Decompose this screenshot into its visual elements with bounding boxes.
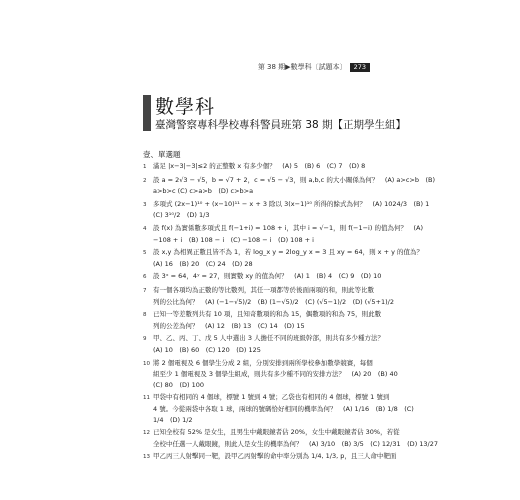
question-text-line <box>143 321 390 332</box>
question-item <box>143 333 390 355</box>
question-text-line <box>143 247 424 259</box>
question-text: −108 + i (B) 108 − i (C) −108 − i (D) 108 + i <box>153 235 314 244</box>
question-text-line <box>143 199 430 211</box>
question-number: 9 <box>143 336 147 343</box>
page-subtitle: 臺灣警察專科學校專科警員班第 38 期【正期學生組】 <box>155 119 407 131</box>
question-text-line <box>143 380 390 391</box>
question-text: (C) 80 (D) 100 <box>153 380 204 389</box>
question-number: 1 <box>143 164 147 170</box>
question-text: 設 a = 2√3 − √5，b = √7 + 2，c = √5 − √3，則 a,b,c 的大小關係為何？ (A) a>c>b (B) <box>153 175 436 184</box>
question-text: 有一個各項均為正數的等比數列，其任一項都等於後面兩項的和，則此等比數 <box>153 286 374 294</box>
question-text-line <box>143 223 423 235</box>
running-header <box>258 62 370 72</box>
page-number: 273 <box>350 63 370 72</box>
question-number: 5 <box>143 250 147 257</box>
section-heading: 壹、單選題 <box>143 150 181 159</box>
question-item <box>143 247 424 269</box>
question-text: 多項式 (2x−1)¹⁰ + (x−10)¹¹ − x + 3 除以 3(x−1)¹⁰ 所得的餘式為何？ (A) 1024/3 (B) 1 <box>153 199 430 208</box>
question-text: 設 f(x) 為實係數多項式且 f(−1+i) = 108 + i，其中 i = √−1，則 f(−1−i) 的值為何？ (A) <box>153 224 423 232</box>
question-item <box>143 392 414 425</box>
question-number: 11 <box>143 395 150 402</box>
question-text-line <box>143 392 390 404</box>
question-number: 3 <box>143 201 147 208</box>
question-item <box>143 271 390 283</box>
question-item <box>143 175 436 197</box>
question-text-line <box>143 427 400 439</box>
question-item <box>143 358 398 391</box>
question-text: a>b>c (C) c>a>b (D) c>b>a <box>153 187 254 196</box>
question-text-line <box>143 259 390 270</box>
question-text: 設 x,y 為相異正數且皆不為 1，若 log_x y = 2log_y x = 3 且 xy = 64，則 x + y 的值為？ <box>153 248 424 257</box>
question-text-line <box>143 186 390 197</box>
question-text-line <box>143 333 390 345</box>
question-text-line <box>143 271 390 283</box>
running-header-text: 第 38 期▶數學科〔試題本〕 <box>257 63 347 71</box>
question-number: 6 <box>143 274 147 281</box>
title-bar-decoration <box>143 95 151 131</box>
question-item <box>143 309 390 331</box>
question-text-line <box>143 345 390 356</box>
question-text: 4 號。今從兩袋中各取 1 球，兩球的號碼恰好相同的機率為何？ (A) 1/16 (B) 1/8 (C) <box>153 404 414 413</box>
question-text: 已知一等差數列共有 10 項，且知奇數項的和為 15，偶數項的和為 75，則此數 <box>153 310 382 319</box>
question-text: 設 3ˣ = 64，4ʸ = 27，則實數 xy 的值為何？ (A) 1 (B) 4 (C) 9 (D) 10 <box>153 272 382 281</box>
question-text: (A) 16 (B) 20 (C) 24 (D) 28 <box>153 259 253 268</box>
question-number: 12 <box>143 430 150 437</box>
question-text: (C) 3¹⁰/2 (D) 1/3 <box>153 211 210 220</box>
question-text: 已知全校有 52% 是女生，且男生中戴眼鏡者佔 20%，女生中戴眼鏡者佔 30%，若從 <box>153 428 400 437</box>
question-text-line <box>143 235 390 246</box>
question-text-line <box>143 210 390 221</box>
question-text-line <box>143 175 436 187</box>
question-text-line <box>143 161 390 173</box>
question-text: 列的公差為何？ (A) 12 (B) 13 (C) 14 (D) 15 <box>153 321 305 330</box>
question-number: 7 <box>143 288 147 294</box>
question-number: 10 <box>143 360 150 367</box>
question-number: 4 <box>143 226 147 232</box>
question-item <box>143 427 439 449</box>
question-number: 13 <box>143 454 150 461</box>
question-text-line <box>143 297 394 308</box>
question-item <box>143 199 430 221</box>
question-text: 甲乙丙三人射擊同一靶，設甲乙丙射擊的命中率分別為 1/4, 1/3, p，且三人命中靶面 <box>153 452 397 461</box>
question-text: 全校中任選一人戴眼鏡，則此人是女生的機率為何？ (A) 3/10 (B) 3/5 (C) 12/31 (D) 13/27 <box>153 439 439 448</box>
question-text-line <box>143 451 397 463</box>
question-text: 甲袋中有相同的 4 個球，標號 1 號到 4 號；乙袋也有相同的 4 個球，標號 1 號到 <box>153 393 390 402</box>
question-text-line <box>143 369 398 380</box>
question-text-line <box>143 415 390 426</box>
question-text-line <box>143 358 390 370</box>
question-text: (A) 10 (B) 60 (C) 120 (D) 125 <box>153 345 261 354</box>
question-item <box>143 161 390 173</box>
question-text: 列的公比為何？ (A) (−1−√5)/2 (B) (1−√5)/2 (C) (√5−1)/2 (D) (√5+1)/2 <box>153 297 394 306</box>
question-text-line <box>143 285 390 297</box>
question-text: 甲、乙、丙、丁、戊 5 人中選出 3 人擔任不同的班級幹部，則共有多少種方法？ <box>153 334 385 343</box>
question-number: 2 <box>143 177 147 184</box>
question-text: 將 2 個電視及 6 個學生分成 2 組，分別安排到兩所學校參加數學競賽，每個 <box>153 358 373 367</box>
question-text: 1/4 (D) 1/2 <box>153 415 193 424</box>
question-item <box>143 451 397 463</box>
page-title: 數學科 <box>155 96 216 118</box>
question-text: 組至少 1 個電視及 3 個學生組成，則共有多少種不同的安排方法？ (A) 20 (B) 40 <box>153 370 398 379</box>
question-text-line <box>143 439 439 450</box>
question-text: 滿足 |x−3|−3|≤2 的正整數 x 有多少個？ (A) 5 (B) 6 (C) 7 (D) 8 <box>153 162 366 170</box>
question-item <box>143 285 394 307</box>
question-item <box>143 223 423 245</box>
question-text-line <box>143 309 390 321</box>
question-text-line <box>143 404 414 415</box>
question-number: 8 <box>143 312 147 319</box>
